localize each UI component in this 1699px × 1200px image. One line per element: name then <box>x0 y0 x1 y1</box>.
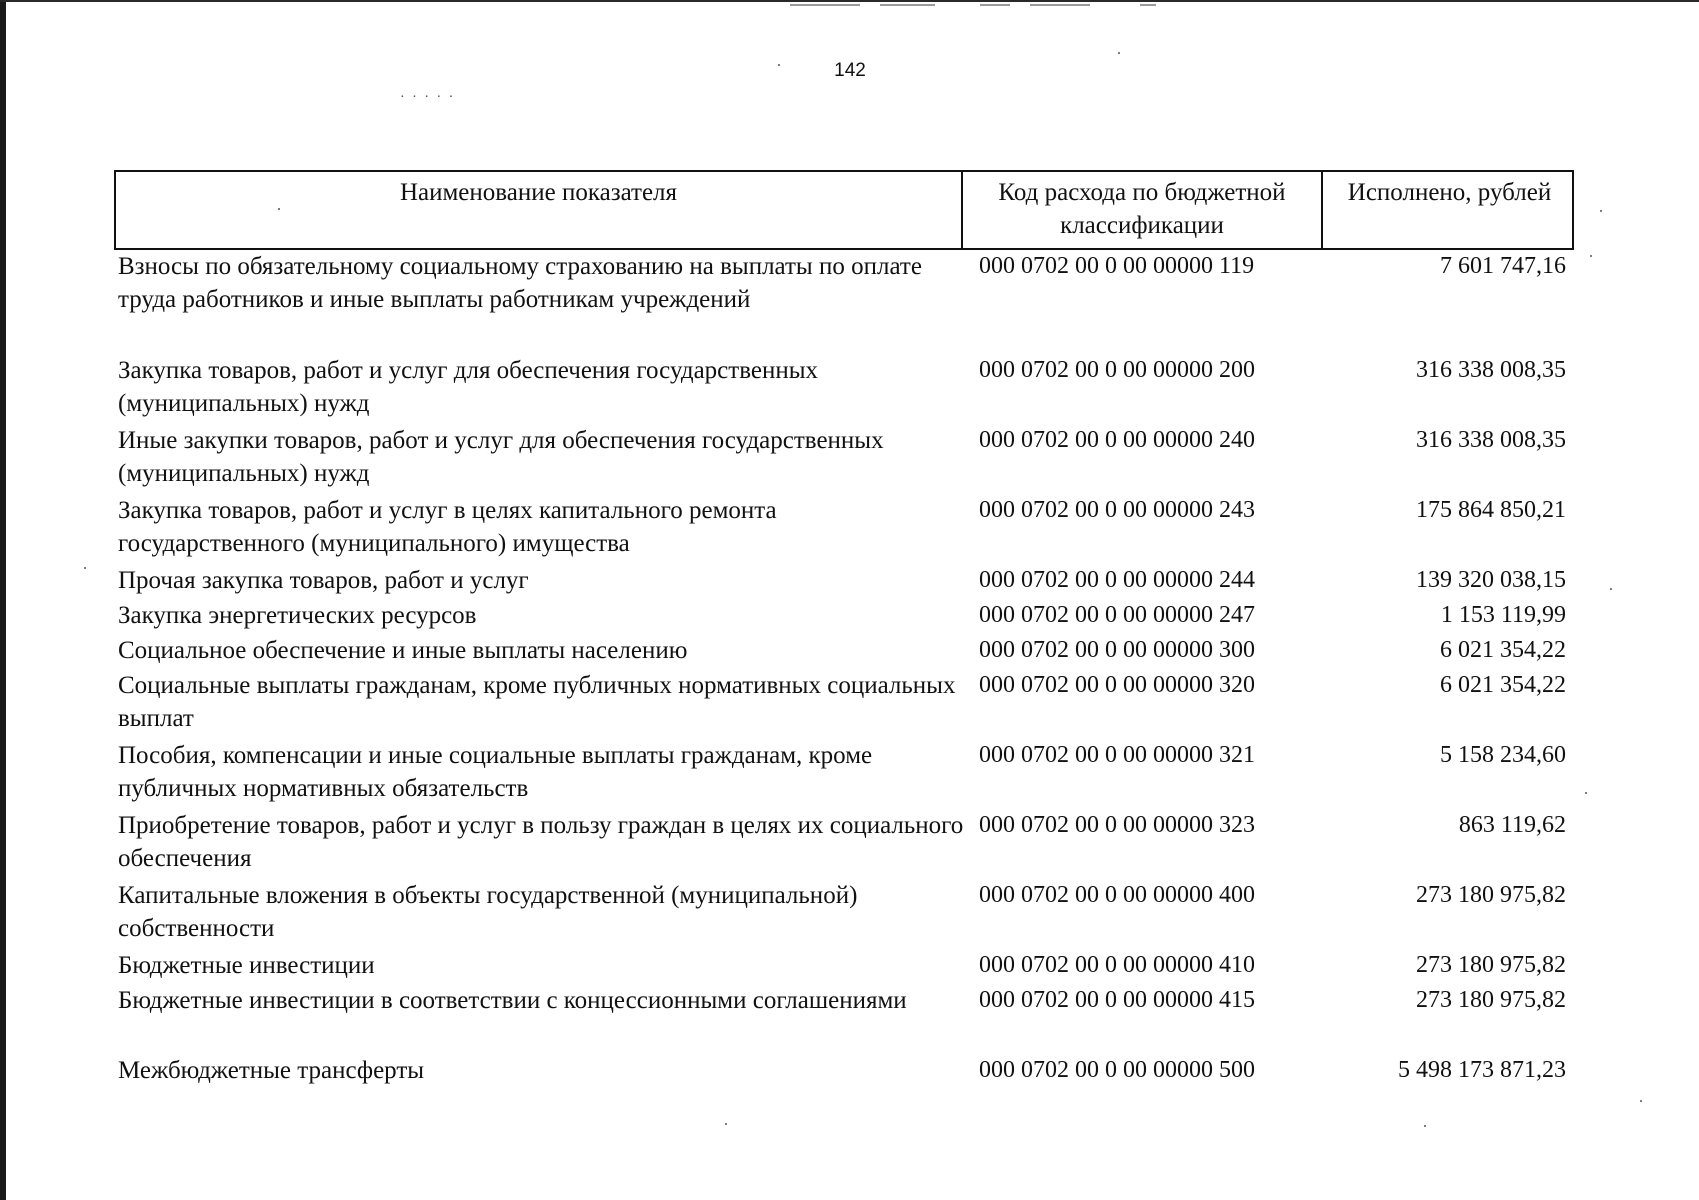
expense-code: 000 0702 00 0 00 00000 400 <box>979 882 1255 908</box>
indicator-name: Взносы по обязательному социальному страхованию на выплаты по оплате труда работников и иные выплаты работникам учреждений <box>118 253 922 313</box>
scan-speck <box>84 567 86 569</box>
executed-amount: 7 601 747,16 <box>1440 253 1566 279</box>
scan-speck <box>1640 1100 1642 1102</box>
executed-amount: 6 021 354,22 <box>1440 672 1566 698</box>
indicator-name: Капитальные вложения в объекты государственной (муниципальной) собственности <box>118 882 858 942</box>
expense-code: 000 0702 00 0 00 00000 410 <box>979 952 1255 978</box>
table-row <box>114 1054 1574 1089</box>
executed-amount: 5 158 234,60 <box>1440 742 1566 768</box>
expense-code: 000 0702 00 0 00 00000 240 <box>979 427 1255 453</box>
executed-amount: 273 180 975,82 <box>1416 952 1566 978</box>
indicator-name: Прочая закупка товаров, работ и услуг <box>118 567 529 594</box>
scan-artifact <box>1140 4 1156 6</box>
indicator-name: Иные закупки товаров, работ и услуг для обеспечения государственных (муниципальных) нужд <box>118 427 884 487</box>
table-row <box>114 564 1574 599</box>
executed-amount: 1 153 119,99 <box>1440 602 1566 628</box>
header-indicator-name: Наименование показателя <box>399 179 678 206</box>
scan-border-top <box>0 0 1699 2</box>
expense-code: 000 0702 00 0 00 00000 500 <box>979 1057 1255 1083</box>
executed-amount: 863 119,62 <box>1458 812 1566 838</box>
table-row <box>114 809 1574 879</box>
expense-code: 000 0702 00 0 00 00000 321 <box>979 742 1255 768</box>
scan-speck <box>1590 255 1592 257</box>
scan-speck <box>1610 588 1612 590</box>
executed-amount: 5 498 173 871,23 <box>1398 1057 1566 1083</box>
indicator-name: Межбюджетные трансферты <box>118 1057 425 1084</box>
executed-amount: 139 320 038,15 <box>1416 567 1566 593</box>
indicator-name: Бюджетные инвестиции <box>118 952 375 979</box>
expense-code: 000 0702 00 0 00 00000 119 <box>979 253 1255 279</box>
table-row <box>114 879 1574 949</box>
table-row <box>114 250 1574 354</box>
table-row <box>114 669 1574 739</box>
executed-amount: 273 180 975,82 <box>1416 987 1566 1013</box>
page-number: 142 <box>834 60 866 81</box>
table-header <box>114 170 1574 250</box>
expense-code: 000 0702 00 0 00 00000 247 <box>979 602 1255 628</box>
table-row <box>114 424 1574 494</box>
indicator-name: Закупка товаров, работ и услуг в целях капитального ремонта государственного (муниципального) имущества <box>118 497 777 557</box>
expense-code: 000 0702 00 0 00 00000 323 <box>979 812 1255 838</box>
expense-code: 000 0702 00 0 00 00000 415 <box>979 987 1255 1013</box>
scan-speck <box>778 64 780 66</box>
expense-code: 000 0702 00 0 00 00000 320 <box>979 672 1255 698</box>
executed-amount: 6 021 354,22 <box>1440 637 1566 663</box>
indicator-name: Социальное обеспечение и иные выплаты населению <box>118 637 688 664</box>
table-row <box>114 599 1574 634</box>
expense-code: 000 0702 00 0 00 00000 244 <box>979 567 1255 593</box>
indicator-name: Закупка товаров, работ и услуг для обеспечения государственных (муниципальных) нужд <box>118 357 819 417</box>
header-executed-amount: Исполнено, рублей <box>1321 172 1576 248</box>
scan-speck <box>1424 1125 1426 1127</box>
scan-smudge: · · · · · <box>400 90 456 105</box>
table-row <box>114 634 1574 669</box>
scan-artifact <box>1030 4 1090 6</box>
scan-artifact <box>980 4 1010 6</box>
indicator-name: Приобретение товаров, работ и услуг в пользу граждан в целях их социального обеспечения <box>118 812 964 872</box>
expense-code: 000 0702 00 0 00 00000 200 <box>979 357 1255 383</box>
expense-code: 000 0702 00 0 00 00000 243 <box>979 497 1255 523</box>
indicator-name: Бюджетные инвестиции в соответствии с концессионными соглашениями <box>118 987 907 1014</box>
executed-amount: 316 338 008,35 <box>1416 427 1566 453</box>
expense-code: 000 0702 00 0 00 00000 300 <box>979 637 1255 663</box>
table-row <box>114 354 1574 424</box>
executed-amount: 175 864 850,21 <box>1416 497 1566 523</box>
scan-border-left <box>0 0 6 1200</box>
indicator-name: Пособия, компенсации и иные социальные выплаты гражданам, кроме публичных нормативных обязательств <box>118 742 873 802</box>
executed-amount: 273 180 975,82 <box>1416 882 1566 908</box>
indicator-name: Закупка энергетических ресурсов <box>118 602 477 629</box>
table-row <box>114 739 1574 809</box>
scan-speck <box>1585 792 1587 794</box>
scan-artifact <box>790 4 860 6</box>
scan-speck <box>1118 52 1120 54</box>
executed-amount: 316 338 008,35 <box>1416 357 1566 383</box>
table-row <box>114 984 1574 1054</box>
scan-speck <box>1600 210 1602 212</box>
table-row <box>114 949 1574 984</box>
indicator-name: Социальные выплаты гражданам, кроме публичных нормативных социальных выплат <box>118 672 956 732</box>
budget-execution-table <box>114 170 1574 1089</box>
table-row <box>114 494 1574 564</box>
scan-artifact <box>880 4 935 6</box>
scan-speck <box>725 1123 727 1125</box>
header-expense-code: Код расхода по бюджетной классификации <box>961 172 1321 248</box>
